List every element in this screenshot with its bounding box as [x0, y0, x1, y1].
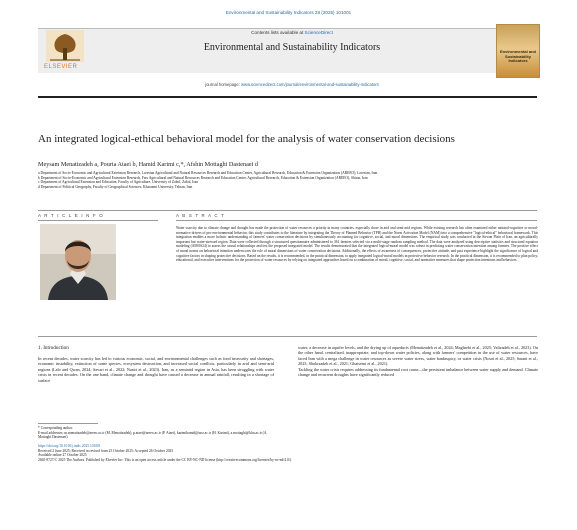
homepage-prefix: journal homepage: [205, 82, 240, 87]
affiliation-c: c Department of Agricultural Extension and Education, Faculty of Agriculture, University of Zabol, Zabol, Iran [38, 180, 199, 185]
section-heading-introduction: 1. Introduction [38, 345, 69, 351]
publisher-name: ELSEVIER [44, 64, 78, 70]
doi-link[interactable]: https://doi.org/10.1016/j.indic.2025.101001 [38, 444, 101, 448]
journal-reference[interactable]: Environmental and Sustainability Indicators 28 (2025) 101001 [225, 10, 352, 15]
article-info-rule [38, 220, 158, 221]
email-addresses: E-mail addresses: m.menatizadeh@areeo.ac.ir (M. Menatizadeh), p.ataei@areeo.ac.ir (P. Ataei), karimihamid@uoz.ac.ir (H. Karimi), a.mottaghi@khu.ac.ir (A. Mottaghi Dastenaei). [38, 430, 268, 440]
author-photo [40, 224, 116, 300]
article-footer [38, 444, 537, 462]
footnote-rule [38, 423, 98, 424]
corresponding-author-note: * Corresponding author. [38, 426, 73, 430]
affiliations [38, 171, 518, 189]
affiliation-a: a Department of Socio-Economic and Agricultural Extension Research, Lorestan Agricultural and Natural Resources Research and Education Center, Agricultural Research, Education & Extension Organization (AREEO), Lorestan, Iran [38, 171, 378, 175]
portrait-image [40, 224, 116, 300]
journal-title: Environmental and Sustainability Indicators [203, 42, 381, 53]
received-dates: Received 2 June 2025; Received in revised form 23 October 2025; Accepted 26 October 2025 [38, 448, 174, 453]
contents-prefix: Contents lists available at [251, 30, 304, 35]
affiliation-b: b Department of Socio-Economic and Agricultural Extension Research, Fars Agricultural and Natural Resources Research and Education Center, Agricultural Research, Education & Extension Organization (AREEO), Shiraz, Iran [38, 175, 368, 180]
abstract-rule [176, 220, 537, 221]
elsevier-logo[interactable] [38, 26, 92, 76]
intro-column-2: water, a decrease in aquifer levels, and the drying up of aqueducts (Menatizadeh et al., 2024; Maghrebi et al., 2025; Valizadeh et al., 2023). On the other hand, centralized, inappropriate, and top-down water policies, along with farmers' competition in the use of water resources, have faced Iran with a mega challenge in water resources as severe water stress, water bankruptcy, or water crisis (Nouri et al., 2025; Sarani et al., 2025; Shokrzadeh et al., 2021; Ghaisemi et al., 2021). Tackling the water crisis requires addressing its fundamental root cause—the persistent imbalance between water supply and demand. Climate change and recurrent droughts have significantly reduced [298, 345, 538, 378]
abstract-text: Water scarcity due to climate change and drought has made the protection of water resources a priority in many countries, especially those in arid and semi-arid regions. While existing research has often examined either rational-cognitive or moral-normative drivers of pro-environmental behavior, this study contributes to the literature by integrating the Theory of Planned Behavior (TPB) and the Norm Activation Model (NAM) into a comprehensive "logical-ethical" behavioral framework. This integration enables a more holistic understanding of farmers' water conservation decisions by simultaneously accounting for cognitive, social, and moral dimensions. The empirical study was conducted in the Sirwan Plain of Iran, an agriculturally important but water-stressed region. Data were collected through a structured questionnaire administered to 361 farmers selected via a multi-stage random sampling method. The data were analyzed using descriptive statistics and structural equation modeling (AMOS24) to assess the causal relationships and test the proposed integrated model. The results demonstrated that the integrated logical-moral model was robust in predicting water conservation intention among farmers. The positive effect of moral norms on behavioral intention underscores the role of moral dimensions of water conservation decisions. Additionally, the effects of awareness of consequences, protective attitude, and past experience highlight the significance of logical and cognitive factors in shaping protective decisions. Based on the results, it is recommended, in the practical dimension, to apply integrated logical-moral models in protective behavior research. In the practical dimension, it is recommended to plan policy, educational, and executive interventions for the protection of water resources by relying on integrated approaches based on a combination of moral, cognitive, social, and normative measures that shape protection intentions and behaviors. [176, 226, 538, 263]
footnotes [38, 426, 278, 440]
journal-cover-title: Environmental and Sustainability Indicators [499, 49, 536, 64]
section-rule [38, 210, 537, 211]
available-online: Available online 27 October 2025 [38, 453, 87, 458]
author-list: Meysam Menatizadeh a, Pouria Ataei b, Hamid Karimi c,*, Afshin Mottaghi Dastenaei d [38, 161, 258, 168]
affiliation-d: d Department of Political Geography, Faculty of Geographical Sciences, Kharazmi University, Tehran, Iran [38, 184, 193, 189]
license-statement: 2665-9727/© 2025 The Authors. Published by Elsevier Inc. This is an open access article under the CC BY-NC-ND license (http://creativecommons.org/licenses/by-nc-nd/4.0/). [38, 457, 292, 462]
journal-homepage-line [92, 82, 492, 87]
abstract-label: A B S T R A C T [176, 213, 225, 218]
sciencedirect-link[interactable]: ScienceDirect [304, 30, 333, 35]
intro-column-1: In recent decades, water scarcity has led to various economic, social, and environmental challenges such as food insecurity and shortages, economic instability, extinction of some species, ecosystem destruction, and increased social conflicts, particularly in arid and semi-arid regions (Lalo and Qwan, 2024; Savari et al., 2022; Nasiri et al., 2023). Iran, as a semiarid region in Asia, has been struggling with water crisis in recent decades. On the one hand, climate change and drought have caused a decrease in annual rainfall, resulting in a shortage of surface [38, 356, 274, 383]
homepage-link[interactable]: www.sciencedirect.com/journal/environmental-and-sustainability-indicators [241, 82, 379, 87]
article-title: An integrated logical-ethical behavioral model for the analysis of water conservation decisions [38, 133, 455, 145]
abstract-end-rule [38, 336, 537, 337]
header-rule [38, 96, 537, 98]
article-info-label: A R T I C L E I N F O [38, 213, 104, 218]
contents-line [92, 30, 492, 35]
